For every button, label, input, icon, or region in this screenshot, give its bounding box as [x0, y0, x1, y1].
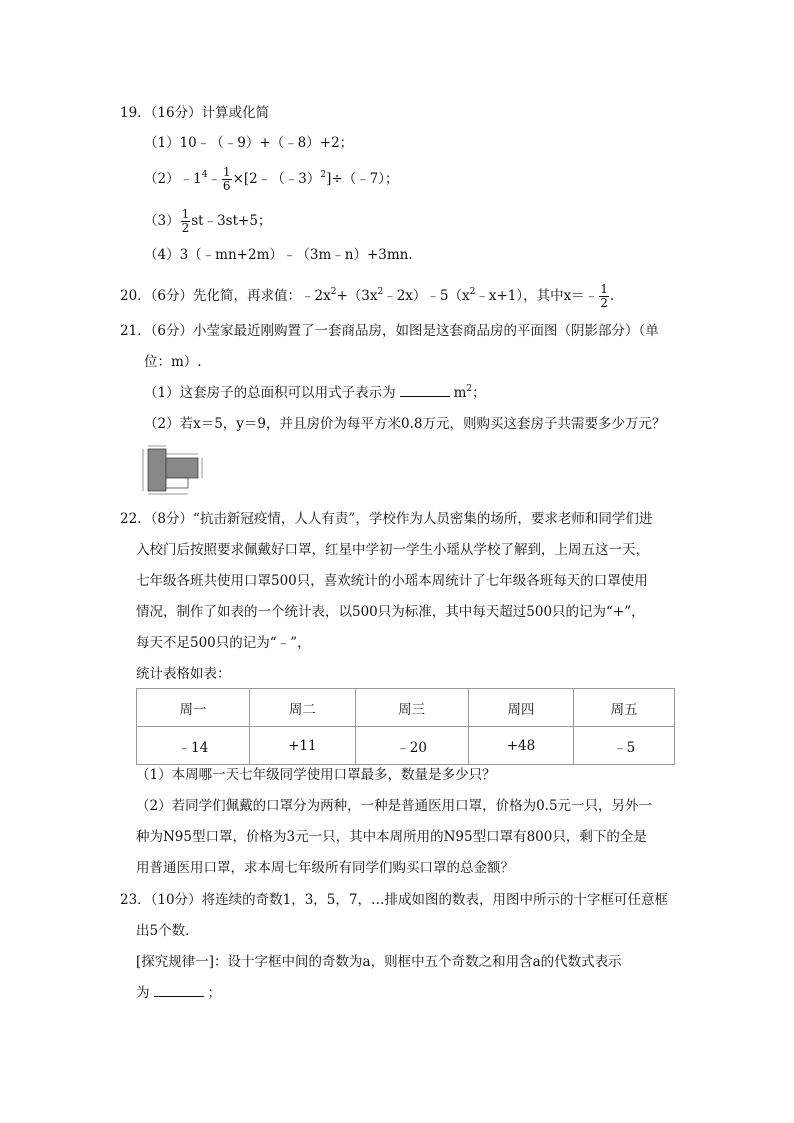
answer-blank — [154, 984, 204, 997]
q19-part1: （1）10﹣（﹣9）+（﹣8）+2； — [144, 135, 354, 151]
q19-part4: （4）3（﹣mn+2m）﹣（3m﹣n）+3mn. — [144, 247, 413, 263]
table-header-cell: 周五 — [574, 689, 675, 727]
q22-line2: 入校门后按照要求佩戴好口罩，红星中学初一学生小瑶从学校了解到，上周五这一天， — [136, 542, 649, 558]
q22-line5: 每天不足500只的记为“﹣”， — [136, 635, 311, 651]
q19-part2: $(2)﹣1^4﹣$ $\frac{1}{6}$ ×[2﹣（﹣3）$^2$]÷（﹣7）； — [144, 165, 399, 193]
q21-part2: （2）若x＝5，y＝9，并且房价为每平方米0.8万元，则购买这套房子共需要多少万元？ — [144, 416, 666, 432]
q22-part2-line3: 用普通医用口罩，求本周七年级所有同学们购买口罩的总金额？ — [136, 860, 514, 876]
table-cell: +11 — [250, 727, 356, 765]
q22-line6: 统计表格如表： — [136, 666, 231, 682]
table-header-cell: 周四 — [468, 689, 574, 727]
table-row — [137, 727, 675, 765]
fraction: $\frac{1}{2}$ — [181, 207, 190, 235]
fraction: $\frac{1}{2}$ — [600, 282, 608, 310]
table-header-row — [137, 689, 675, 727]
q22-part2-line2: 种为N95型口罩，价格为3元一只，其中本周所用的N95型口罩有800只，剩下的全是 — [136, 829, 647, 845]
q21-part1: （1）这套房子的总面积可以用式子表示为 $m^2$； — [144, 384, 486, 401]
q23-line4: 为 ； — [136, 985, 221, 1001]
q22-line4: 情况，制作了如表的一个统计表，以500只为标准，其中每天超过500只的记为“+”， — [136, 604, 645, 620]
q23-line2: 出5个数． — [136, 923, 199, 939]
table-header-cell: 周一 — [137, 689, 250, 727]
q22-line1: 22．（8分）“抗击新冠疫情，人人有责”，学校作为人员密集的场所，要求老师和同学们进 — [120, 511, 653, 527]
fraction: $\frac{1}{6}$ — [222, 165, 231, 193]
table-cell: +48 — [468, 727, 574, 765]
table-cell: ﹣5 — [574, 727, 675, 765]
q20-text: 20．（6分）先化简，再求值：$﹣2x^2+(3x^2﹣2x)﹣5(x^2﹣x+1)$，其中x＝﹣ $\frac{1}{2}$ . — [120, 282, 615, 310]
floor-plan-figure — [140, 444, 212, 496]
q23-line3: [探究规律一]：设十字框中间的奇数为a，则框中五个奇数之和用含a的代数式表示 — [136, 954, 622, 970]
table-cell: ﹣20 — [355, 727, 468, 765]
q19-part3: （3） $\frac{1}{2}$ st﹣3st+5； — [144, 207, 272, 235]
q22-line3: 七年级各班共使用口罩500只，喜欢统计的小瑶本周统计了七年级各班每天的口罩使用 — [136, 573, 648, 589]
q21-line2: 位：m）. — [144, 354, 202, 370]
q22-part1: （1）本周哪一天七年级同学使用口罩最多，数量是多少只？ — [136, 767, 496, 783]
q22-part2-line1: （2）若同学们佩戴的口罩分为两种，一种是普通医用口罩，价格为0.5元一只，另外一 — [136, 798, 653, 814]
table-header-cell: 周二 — [250, 689, 356, 727]
mask-usage-table — [136, 688, 675, 765]
table-cell: ﹣14 — [137, 727, 250, 765]
q23-line1: 23．（10分）将连续的奇数1，3，5，7，…排成如图的数表，用图中所示的十字框可任意框 — [120, 892, 668, 908]
q21-line1: 21．（6分）小莹家最近刚购置了一套商品房，如图是这套商品房的平面图（阴影部分）（单 — [120, 323, 659, 339]
answer-blank — [400, 384, 450, 397]
table-header-cell: 周三 — [355, 689, 468, 727]
q19-heading: 19．（16分）计算或化简 — [120, 105, 270, 121]
